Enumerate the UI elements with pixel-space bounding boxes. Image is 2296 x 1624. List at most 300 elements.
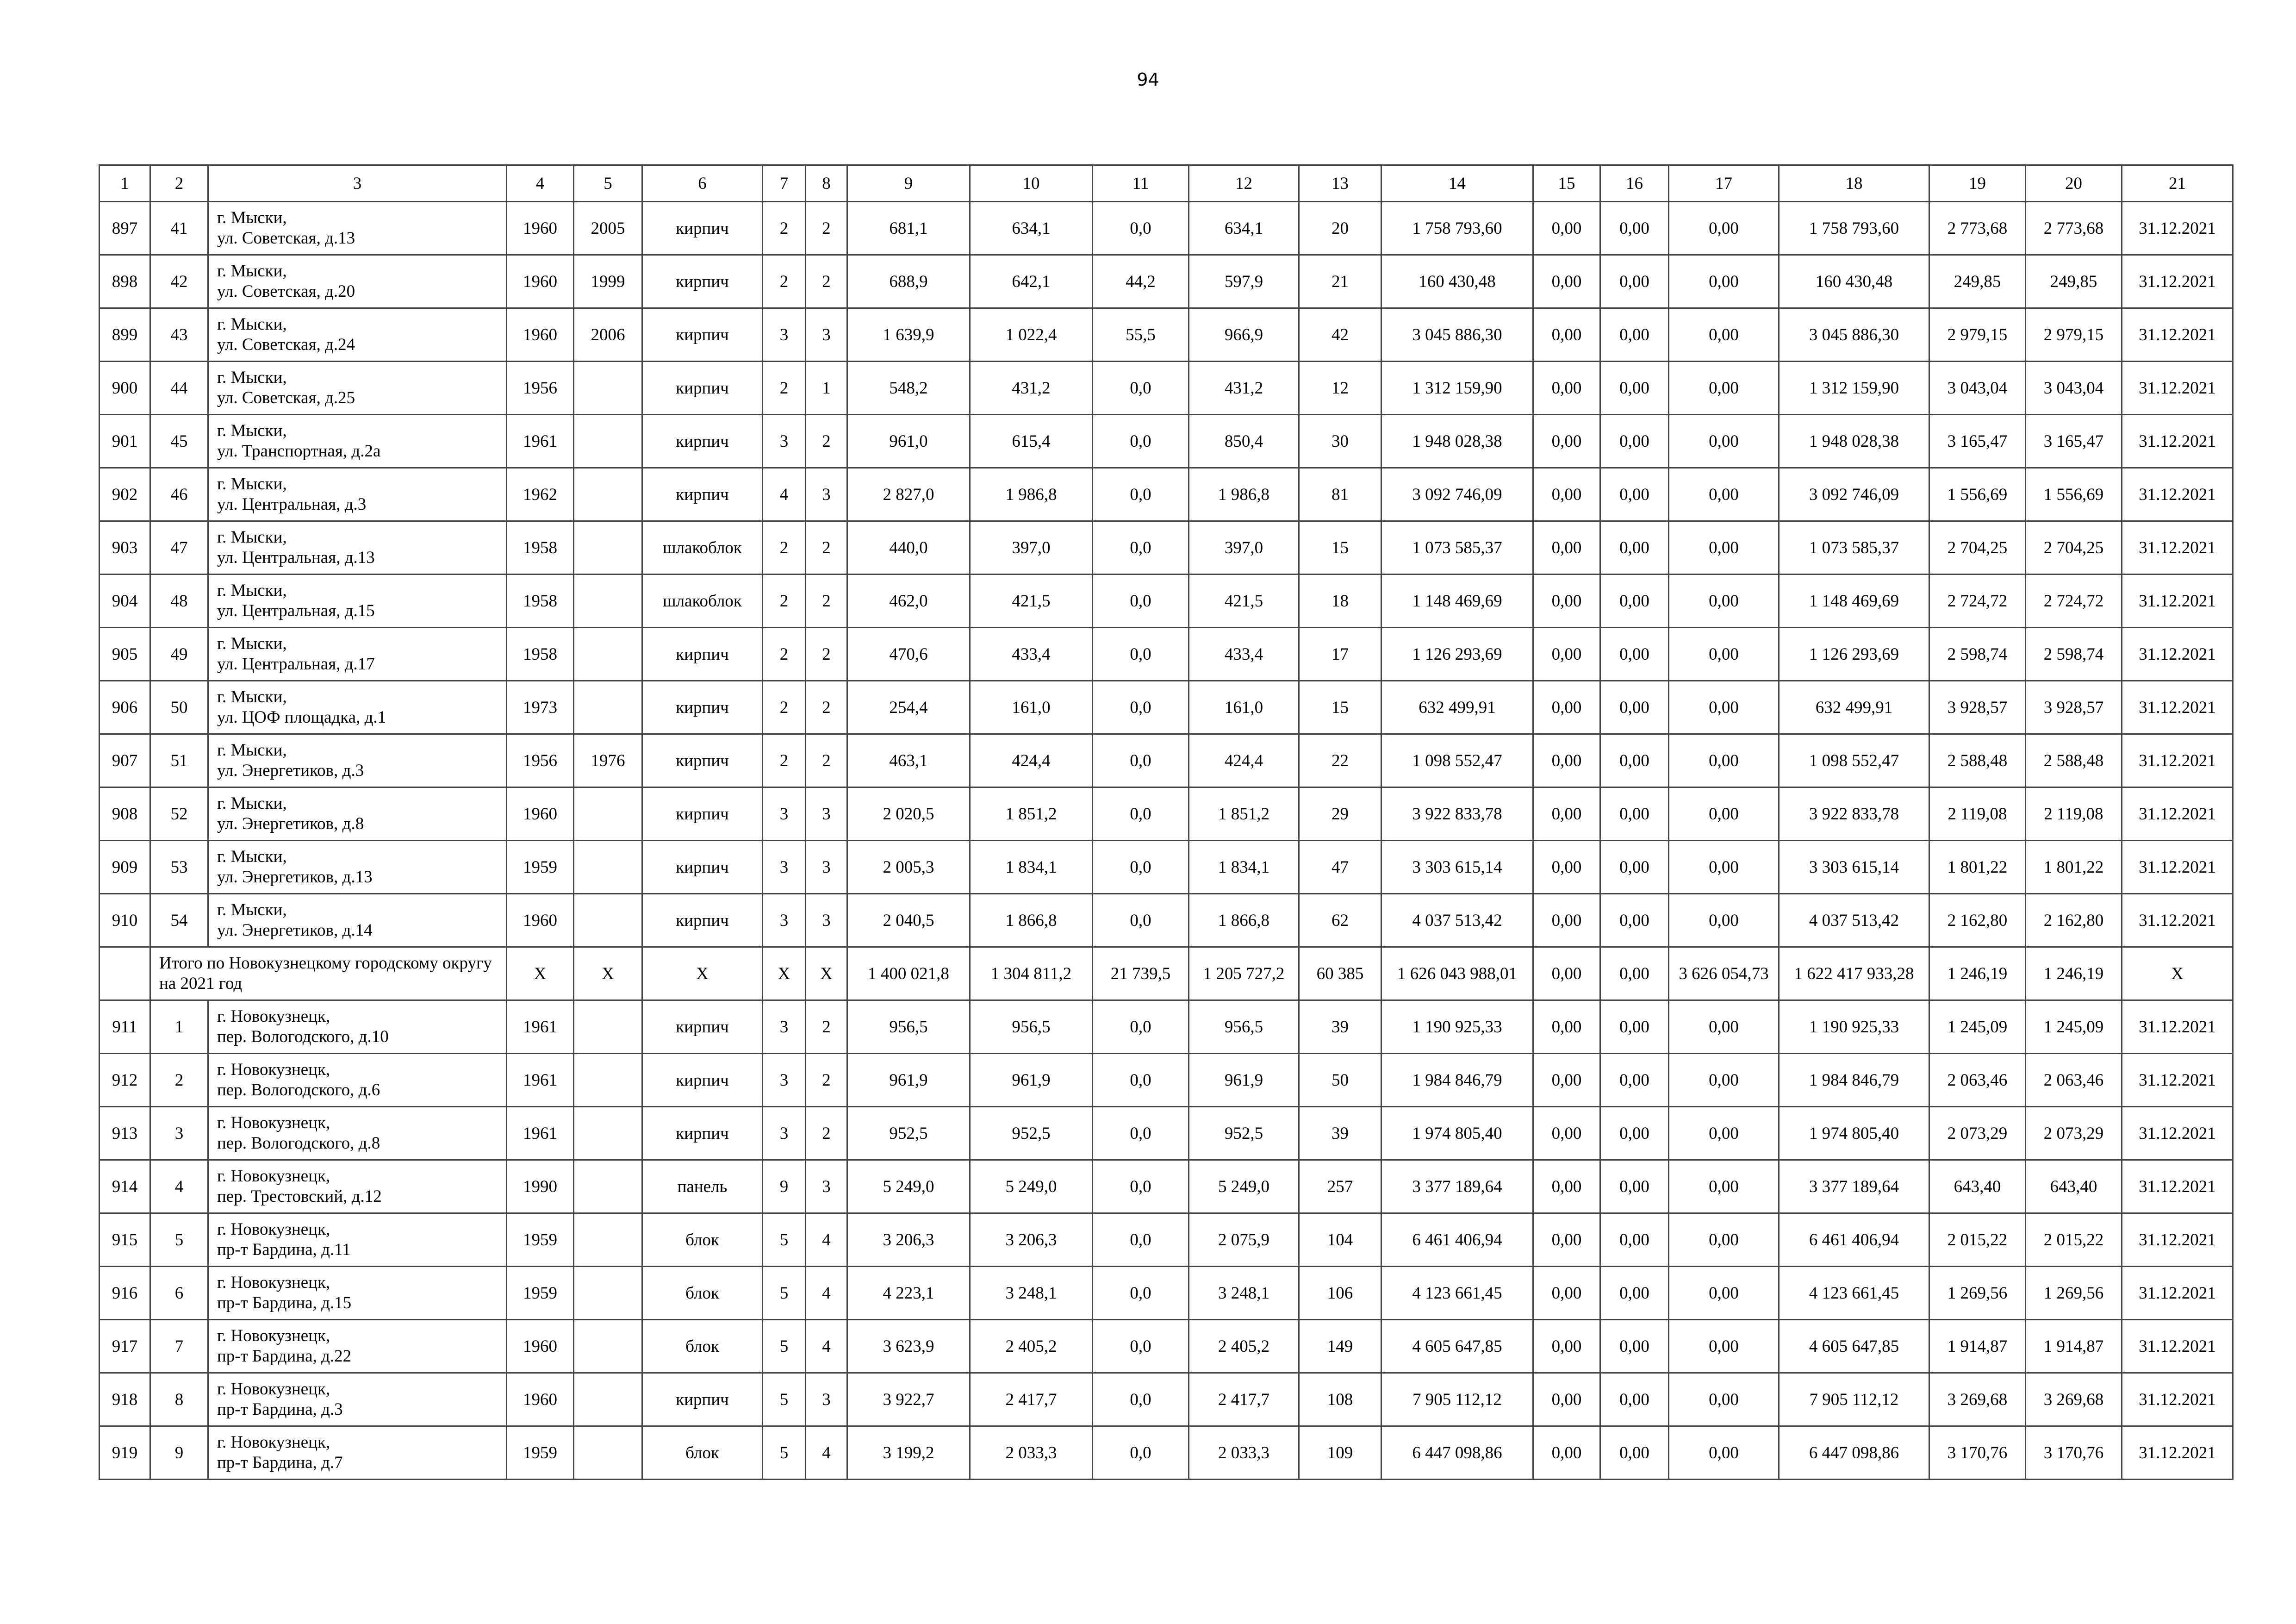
col-10-cell: 952,5: [970, 1107, 1093, 1160]
col-17-cell: 0,00: [1669, 255, 1779, 308]
col-20-cell: 3 170,76: [2026, 1426, 2122, 1480]
col-8-cell: 4: [806, 1213, 847, 1267]
col-14-cell: 1 948 028,38: [1381, 415, 1533, 468]
column-number-cell: 20: [2026, 165, 2122, 202]
address-cell: [208, 415, 507, 468]
col-10-cell: 956,5: [970, 1000, 1093, 1054]
col-6-cell: кирпич: [642, 202, 763, 255]
col-20-cell: 1 245,09: [2026, 1000, 2122, 1054]
col-17-cell: 0,00: [1669, 1320, 1779, 1373]
col-18-cell: 1 148 469,69: [1779, 575, 1929, 628]
col-7-cell: 2: [763, 734, 806, 787]
column-number-cell: 18: [1779, 165, 1929, 202]
col-9-cell: 2 005,3: [847, 841, 970, 894]
address-street: ул. Энергетиков, д.8: [217, 814, 364, 833]
col-4-cell: 1960: [507, 1373, 574, 1426]
col-7-cell: 3: [763, 787, 806, 841]
local-number-cell: 44: [150, 362, 208, 415]
col-15-cell: 0,00: [1533, 681, 1600, 734]
address-city: г. Мыски,: [217, 794, 287, 813]
col-12-cell: 161,0: [1189, 681, 1299, 734]
col-18-cell: 1 190 925,33: [1779, 1000, 1929, 1054]
col-7-cell: 5: [763, 1213, 806, 1267]
col-20-cell: 3 269,68: [2026, 1373, 2122, 1426]
local-number-cell: 2: [150, 1054, 208, 1107]
col-21-cell: 31.12.2021: [2122, 1320, 2233, 1373]
row-number-cell: 900: [100, 362, 150, 415]
col-13-cell: 12: [1299, 362, 1381, 415]
col-14-cell: 160 430,48: [1381, 255, 1533, 308]
col-15-cell: 0,00: [1533, 468, 1600, 521]
col-15-cell: 0,00: [1533, 202, 1600, 255]
col-19-cell: 2 162,80: [1929, 894, 2026, 947]
address-cell: [208, 362, 507, 415]
col-11-cell: 0,0: [1093, 1054, 1189, 1107]
local-number-cell: 46: [150, 468, 208, 521]
col-14-cell: 1 758 793,60: [1381, 202, 1533, 255]
col-11-cell: 55,5: [1093, 308, 1189, 362]
address-cell: [208, 1267, 507, 1320]
col-16-cell: 0,00: [1600, 734, 1669, 787]
col-7-cell: 5: [763, 1373, 806, 1426]
row-number-cell: 917: [100, 1320, 150, 1373]
col-15-cell: 0,00: [1533, 1160, 1600, 1213]
col-5-cell: [574, 1213, 642, 1267]
address-city: г. Мыски,: [217, 687, 287, 706]
table-row: [100, 628, 2233, 681]
col-16-cell: 0,00: [1600, 681, 1669, 734]
col-20-cell: 2 162,80: [2026, 894, 2122, 947]
address-cell: [208, 734, 507, 787]
col-10-cell: 615,4: [970, 415, 1093, 468]
local-number-cell: 47: [150, 521, 208, 575]
col-15-cell: 0,00: [1533, 894, 1600, 947]
col-5-cell: [574, 1000, 642, 1054]
table-row: [100, 1000, 2233, 1054]
col-9-cell: 2 040,5: [847, 894, 970, 947]
local-number-cell: 6: [150, 1267, 208, 1320]
col-9-cell: 3 623,9: [847, 1320, 970, 1373]
table-row: [100, 1267, 2233, 1320]
row-number-cell: 902: [100, 468, 150, 521]
col-7-cell: 2: [763, 521, 806, 575]
local-number-cell: 50: [150, 681, 208, 734]
local-number-cell: 5: [150, 1213, 208, 1267]
col-17-cell: 0,00: [1669, 202, 1779, 255]
col-16-cell: 0,00: [1600, 628, 1669, 681]
col-13-cell: 109: [1299, 1426, 1381, 1480]
col-12-cell: 433,4: [1189, 628, 1299, 681]
address-street: пер. Трестовский, д.12: [217, 1187, 382, 1206]
col-9-cell: 681,1: [847, 202, 970, 255]
col-5-cell: [574, 1373, 642, 1426]
address-cell: [208, 1426, 507, 1480]
col-9-cell: 3 199,2: [847, 1426, 970, 1480]
row-number-cell: 904: [100, 575, 150, 628]
col-17-cell: 0,00: [1669, 1160, 1779, 1213]
row-number-cell: 918: [100, 1373, 150, 1426]
column-number-cell: 1: [100, 165, 150, 202]
col-21-cell: 31.12.2021: [2122, 894, 2233, 947]
col-13-cell: 108: [1299, 1373, 1381, 1426]
col-6-cell: кирпич: [642, 1107, 763, 1160]
table-row: [100, 681, 2233, 734]
col-15-cell: 0,00: [1533, 1426, 1600, 1480]
col-6-cell: блок: [642, 1320, 763, 1373]
col-4-cell: 1960: [507, 1320, 574, 1373]
col-4-cell: 1960: [507, 255, 574, 308]
table-row: [100, 1160, 2233, 1213]
col-12-cell: 431,2: [1189, 362, 1299, 415]
col-6-cell: кирпич: [642, 681, 763, 734]
col-21-cell: 31.12.2021: [2122, 308, 2233, 362]
col-10-cell: 1 986,8: [970, 468, 1093, 521]
col-12-cell: 956,5: [1189, 1000, 1299, 1054]
col-21-cell: 31.12.2021: [2122, 255, 2233, 308]
col-12-cell: 3 248,1: [1189, 1267, 1299, 1320]
col-14-cell: 3 092 746,09: [1381, 468, 1533, 521]
col-18-cell: 632 499,91: [1779, 681, 1929, 734]
col-15-cell: 0,00: [1533, 415, 1600, 468]
col-6-cell: блок: [642, 1213, 763, 1267]
col-10-cell: 433,4: [970, 628, 1093, 681]
col-10-cell: 1 022,4: [970, 308, 1093, 362]
col-17-cell: 0,00: [1669, 628, 1779, 681]
col-13-cell: 17: [1299, 628, 1381, 681]
col-12-cell: 952,5: [1189, 1107, 1299, 1160]
col-4-cell: 1962: [507, 468, 574, 521]
col-6-cell: кирпич: [642, 362, 763, 415]
local-number-cell: 7: [150, 1320, 208, 1373]
row-number-cell: 914: [100, 1160, 150, 1213]
col-8-cell: 2: [806, 1054, 847, 1107]
col-7-cell: 3: [763, 841, 806, 894]
col-15-cell: 0,00: [1533, 1054, 1600, 1107]
address-cell: [208, 521, 507, 575]
col-7-cell: 5: [763, 1426, 806, 1480]
local-number-cell: 8: [150, 1373, 208, 1426]
table-row: [100, 787, 2233, 841]
col-18-cell: 3 922 833,78: [1779, 787, 1929, 841]
address-cell: [208, 894, 507, 947]
total-col-5-cell: Х: [574, 947, 642, 1000]
address-city: г. Новокузнецк,: [217, 1273, 330, 1292]
address-cell: [208, 202, 507, 255]
col-19-cell: 643,40: [1929, 1160, 2026, 1213]
row-number-cell: 916: [100, 1267, 150, 1320]
col-4-cell: 1961: [507, 1107, 574, 1160]
col-21-cell: 31.12.2021: [2122, 787, 2233, 841]
col-15-cell: 0,00: [1533, 308, 1600, 362]
col-19-cell: 3 043,04: [1929, 362, 2026, 415]
col-9-cell: 2 827,0: [847, 468, 970, 521]
col-12-cell: 2 075,9: [1189, 1213, 1299, 1267]
row-number-cell: 907: [100, 734, 150, 787]
col-18-cell: 4 605 647,85: [1779, 1320, 1929, 1373]
col-9-cell: 440,0: [847, 521, 970, 575]
col-14-cell: 4 123 661,45: [1381, 1267, 1533, 1320]
col-15-cell: 0,00: [1533, 1107, 1600, 1160]
col-9-cell: 463,1: [847, 734, 970, 787]
col-18-cell: 4 037 513,42: [1779, 894, 1929, 947]
address-city: г. Мыски,: [217, 475, 287, 493]
col-14-cell: 3 303 615,14: [1381, 841, 1533, 894]
address-cell: [208, 1000, 507, 1054]
housing-register-table: [99, 164, 2234, 1480]
col-17-cell: 0,00: [1669, 362, 1779, 415]
col-20-cell: 2 598,74: [2026, 628, 2122, 681]
col-8-cell: 4: [806, 1426, 847, 1480]
col-9-cell: 5 249,0: [847, 1160, 970, 1213]
col-19-cell: 2 588,48: [1929, 734, 2026, 787]
col-13-cell: 257: [1299, 1160, 1381, 1213]
col-17-cell: 0,00: [1669, 1373, 1779, 1426]
col-14-cell: 1 126 293,69: [1381, 628, 1533, 681]
col-13-cell: 47: [1299, 841, 1381, 894]
col-4-cell: 1960: [507, 308, 574, 362]
address-street: ул. Советская, д.13: [217, 229, 355, 248]
col-19-cell: 1 801,22: [1929, 841, 2026, 894]
col-19-cell: 2 063,46: [1929, 1054, 2026, 1107]
col-4-cell: 1990: [507, 1160, 574, 1213]
column-number-cell: 3: [208, 165, 507, 202]
address-city: г. Мыски,: [217, 315, 287, 334]
total-col-9-cell: 1 400 021,8: [847, 947, 970, 1000]
col-20-cell: 3 165,47: [2026, 415, 2122, 468]
col-6-cell: кирпич: [642, 734, 763, 787]
col-17-cell: 0,00: [1669, 468, 1779, 521]
col-5-cell: [574, 894, 642, 947]
col-6-cell: блок: [642, 1426, 763, 1480]
row-number-cell: 915: [100, 1213, 150, 1267]
col-16-cell: 0,00: [1600, 841, 1669, 894]
row-number-cell: 911: [100, 1000, 150, 1054]
col-5-cell: [574, 787, 642, 841]
col-16-cell: 0,00: [1600, 362, 1669, 415]
col-6-cell: кирпич: [642, 1373, 763, 1426]
col-19-cell: 2 979,15: [1929, 308, 2026, 362]
col-15-cell: 0,00: [1533, 521, 1600, 575]
col-5-cell: [574, 1160, 642, 1213]
col-9-cell: 470,6: [847, 628, 970, 681]
col-6-cell: кирпич: [642, 415, 763, 468]
address-street: ул. Транспортная, д.2а: [217, 442, 381, 461]
total-empty-cell: [100, 947, 150, 1000]
col-13-cell: 42: [1299, 308, 1381, 362]
col-4-cell: 1973: [507, 681, 574, 734]
col-15-cell: 0,00: [1533, 1267, 1600, 1320]
col-14-cell: 4 037 513,42: [1381, 894, 1533, 947]
address-cell: [208, 628, 507, 681]
address-city: г. Мыски,: [217, 847, 287, 866]
col-21-cell: 31.12.2021: [2122, 362, 2233, 415]
col-21-cell: 31.12.2021: [2122, 575, 2233, 628]
column-number-cell: 12: [1189, 165, 1299, 202]
table-row: [100, 1426, 2233, 1480]
total-label-cell: Итого по Новокузнецкому городскому округу на 2021 год: [150, 947, 507, 1000]
address-street: ул. Центральная, д.15: [217, 601, 375, 620]
col-20-cell: 1 556,69: [2026, 468, 2122, 521]
col-18-cell: 1 126 293,69: [1779, 628, 1929, 681]
address-street: ул. Советская, д.20: [217, 282, 355, 301]
col-21-cell: 31.12.2021: [2122, 521, 2233, 575]
address-cell: [208, 1107, 507, 1160]
col-16-cell: 0,00: [1600, 468, 1669, 521]
col-8-cell: 2: [806, 1000, 847, 1054]
address-street: пр-т Бардина, д.11: [217, 1240, 351, 1259]
col-8-cell: 3: [806, 894, 847, 947]
table-row: [100, 1373, 2233, 1426]
address-city: г. Новокузнецк,: [217, 1113, 330, 1132]
col-20-cell: 2 015,22: [2026, 1213, 2122, 1267]
col-14-cell: 6 447 098,86: [1381, 1426, 1533, 1480]
address-city: г. Новокузнецк,: [217, 1007, 330, 1026]
col-12-cell: 2 417,7: [1189, 1373, 1299, 1426]
local-number-cell: 3: [150, 1107, 208, 1160]
col-4-cell: 1958: [507, 628, 574, 681]
col-8-cell: 2: [806, 521, 847, 575]
col-20-cell: 2 773,68: [2026, 202, 2122, 255]
col-17-cell: 0,00: [1669, 1000, 1779, 1054]
address-city: г. Новокузнецк,: [217, 1326, 330, 1345]
col-5-cell: [574, 628, 642, 681]
col-9-cell: 1 639,9: [847, 308, 970, 362]
col-7-cell: 2: [763, 681, 806, 734]
col-20-cell: 2 073,29: [2026, 1107, 2122, 1160]
col-4-cell: 1961: [507, 1054, 574, 1107]
column-number-cell: 15: [1533, 165, 1600, 202]
col-8-cell: 3: [806, 308, 847, 362]
col-13-cell: 104: [1299, 1213, 1381, 1267]
col-11-cell: 0,0: [1093, 1000, 1189, 1054]
col-19-cell: 3 269,68: [1929, 1373, 2026, 1426]
col-8-cell: 4: [806, 1320, 847, 1373]
col-20-cell: 2 979,15: [2026, 308, 2122, 362]
col-8-cell: 3: [806, 468, 847, 521]
col-13-cell: 106: [1299, 1267, 1381, 1320]
column-number-cell: 21: [2122, 165, 2233, 202]
col-17-cell: 0,00: [1669, 1054, 1779, 1107]
col-19-cell: 2 598,74: [1929, 628, 2026, 681]
col-11-cell: 44,2: [1093, 255, 1189, 308]
col-10-cell: 1 834,1: [970, 841, 1093, 894]
col-21-cell: 31.12.2021: [2122, 1054, 2233, 1107]
col-5-cell: [574, 575, 642, 628]
col-9-cell: 3 206,3: [847, 1213, 970, 1267]
address-city: г. Новокузнецк,: [217, 1433, 330, 1452]
col-18-cell: 6 447 098,86: [1779, 1426, 1929, 1480]
row-number-cell: 909: [100, 841, 150, 894]
column-number-cell: 10: [970, 165, 1093, 202]
col-7-cell: 2: [763, 575, 806, 628]
column-number-cell: 4: [507, 165, 574, 202]
col-10-cell: 961,9: [970, 1054, 1093, 1107]
address-street: ул. Энергетиков, д.3: [217, 761, 364, 780]
column-number-row: [100, 165, 2233, 202]
col-13-cell: 22: [1299, 734, 1381, 787]
col-14-cell: 1 073 585,37: [1381, 521, 1533, 575]
total-col-15-cell: 0,00: [1533, 947, 1600, 1000]
col-6-cell: кирпич: [642, 1000, 763, 1054]
col-21-cell: 31.12.2021: [2122, 628, 2233, 681]
col-5-cell: [574, 415, 642, 468]
col-18-cell: 3 092 746,09: [1779, 468, 1929, 521]
col-20-cell: 1 269,56: [2026, 1267, 2122, 1320]
col-13-cell: 39: [1299, 1107, 1381, 1160]
col-5-cell: [574, 1107, 642, 1160]
col-20-cell: 2 119,08: [2026, 787, 2122, 841]
col-20-cell: 2 063,46: [2026, 1054, 2122, 1107]
row-number-cell: 919: [100, 1426, 150, 1480]
address-city: г. Мыски,: [217, 262, 287, 281]
col-7-cell: 3: [763, 308, 806, 362]
col-15-cell: 0,00: [1533, 362, 1600, 415]
col-12-cell: 2 033,3: [1189, 1426, 1299, 1480]
table-row: [100, 468, 2233, 521]
col-5-cell: [574, 1267, 642, 1320]
address-street: ул. Энергетиков, д.14: [217, 921, 373, 940]
local-number-cell: 1: [150, 1000, 208, 1054]
col-8-cell: 2: [806, 255, 847, 308]
col-17-cell: 0,00: [1669, 841, 1779, 894]
col-21-cell: 31.12.2021: [2122, 841, 2233, 894]
col-11-cell: 0,0: [1093, 787, 1189, 841]
address-street: пер. Вологодского, д.10: [217, 1027, 389, 1046]
column-number-cell: 13: [1299, 165, 1381, 202]
col-15-cell: 0,00: [1533, 841, 1600, 894]
col-18-cell: 3 045 886,30: [1779, 308, 1929, 362]
column-number-cell: 19: [1929, 165, 2026, 202]
col-17-cell: 0,00: [1669, 575, 1779, 628]
column-number-cell: 11: [1093, 165, 1189, 202]
col-16-cell: 0,00: [1600, 415, 1669, 468]
col-16-cell: 0,00: [1600, 1000, 1669, 1054]
col-16-cell: 0,00: [1600, 1320, 1669, 1373]
col-14-cell: 4 605 647,85: [1381, 1320, 1533, 1373]
col-16-cell: 0,00: [1600, 308, 1669, 362]
table-row: [100, 255, 2233, 308]
address-city: г. Мыски,: [217, 368, 287, 387]
col-8-cell: 4: [806, 1267, 847, 1320]
col-6-cell: кирпич: [642, 894, 763, 947]
col-5-cell: [574, 362, 642, 415]
col-5-cell: [574, 521, 642, 575]
col-19-cell: 2 724,72: [1929, 575, 2026, 628]
column-number-cell: 17: [1669, 165, 1779, 202]
col-11-cell: 0,0: [1093, 415, 1189, 468]
col-7-cell: 3: [763, 1107, 806, 1160]
address-city: г. Мыски,: [217, 208, 287, 227]
total-col-4-cell: Х: [507, 947, 574, 1000]
row-number-cell: 905: [100, 628, 150, 681]
total-col-6-cell: Х: [642, 947, 763, 1000]
col-12-cell: 1 986,8: [1189, 468, 1299, 521]
col-9-cell: 2 020,5: [847, 787, 970, 841]
col-9-cell: 956,5: [847, 1000, 970, 1054]
column-number-cell: 6: [642, 165, 763, 202]
address-cell: [208, 1160, 507, 1213]
table-row: [100, 202, 2233, 255]
col-21-cell: 31.12.2021: [2122, 1267, 2233, 1320]
col-6-cell: кирпич: [642, 1054, 763, 1107]
col-18-cell: 1 974 805,40: [1779, 1107, 1929, 1160]
col-6-cell: кирпич: [642, 628, 763, 681]
col-20-cell: 249,85: [2026, 255, 2122, 308]
col-13-cell: 50: [1299, 1054, 1381, 1107]
col-18-cell: 1 758 793,60: [1779, 202, 1929, 255]
col-19-cell: 1 556,69: [1929, 468, 2026, 521]
col-16-cell: 0,00: [1600, 521, 1669, 575]
